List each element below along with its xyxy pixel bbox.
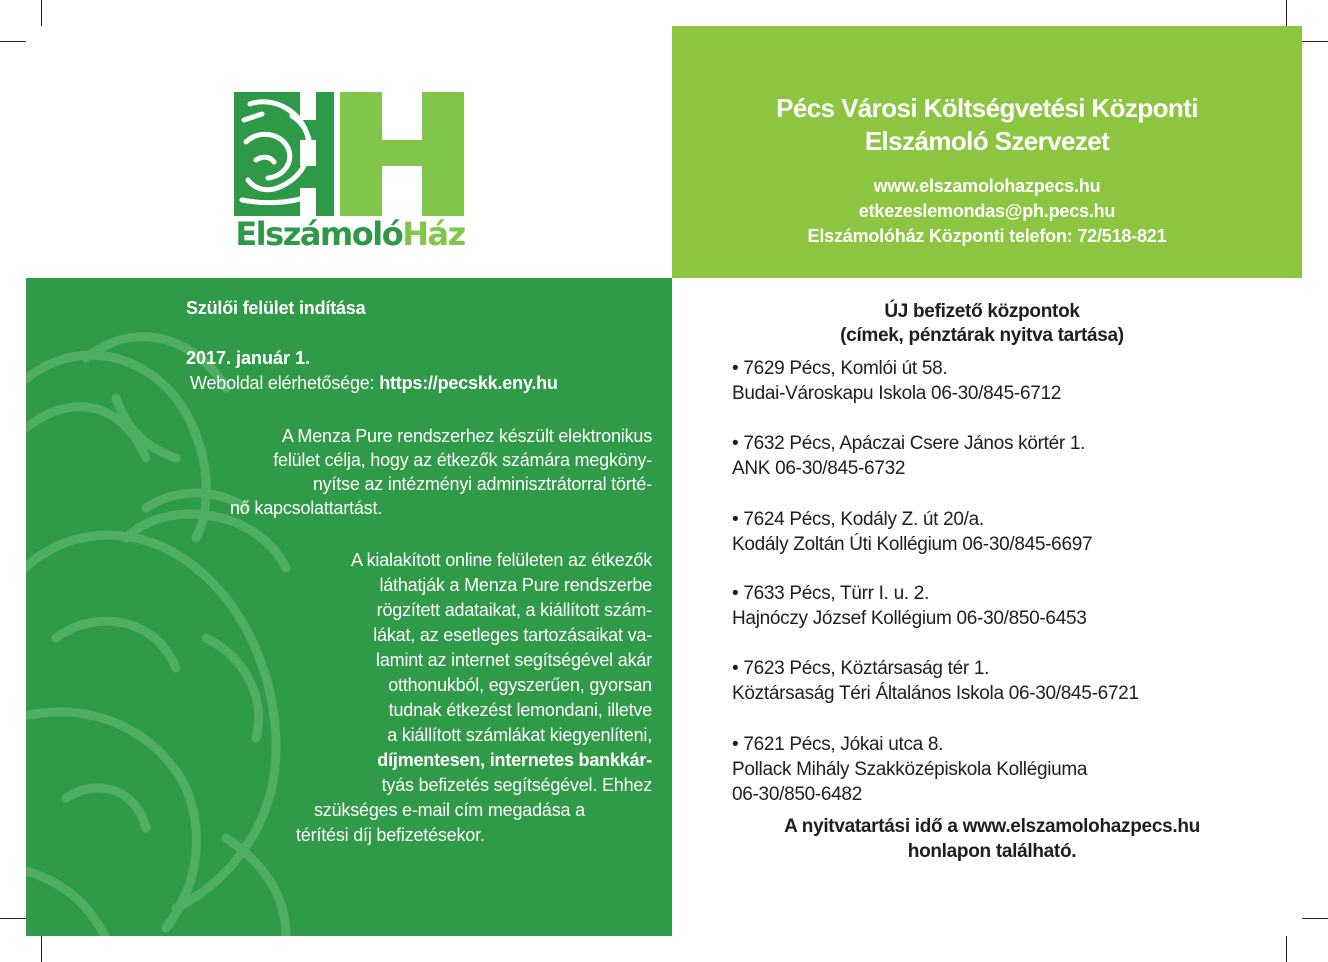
opening-hours-note: A nyitvatartási idő a www.elszamolohazpecs.hu — [784, 816, 1200, 837]
crop-mark — [0, 41, 26, 42]
portal-heading: Szülői felület indítása — [186, 298, 366, 318]
center-address: • 7624 Pécs, Kodály Z. út 20/a. — [732, 509, 984, 530]
launch-date: 2017. január 1. — [186, 348, 311, 368]
paragraph-line: A kialakított online felületen az étkezők — [351, 550, 652, 570]
paragraph-line: szükséges e-mail cím megadása a — [314, 800, 585, 820]
paragraph-line: otthonukból, egyszerűen, gyorsan — [388, 675, 652, 695]
payment-centers-subheading: (címek, pénztárak nyitva tartása) — [840, 325, 1124, 346]
payment-center-item — [732, 732, 1087, 807]
paragraph-line: rögzített adataikat, a kiállított szám- — [376, 600, 652, 620]
crop-mark — [41, 936, 42, 962]
organization-header — [672, 26, 1302, 278]
center-address: • 7633 Pécs, Türr I. u. 2. — [732, 583, 930, 604]
crop-mark — [1286, 936, 1287, 962]
crop-mark — [1302, 918, 1328, 919]
website-link[interactable]: www.elszamolohazpecs.hu — [873, 176, 1101, 196]
web-label: Weboldal elérhetősége: — [190, 373, 375, 393]
paragraph-line: térítési díj befizetésekor. — [296, 825, 485, 845]
paragraph-line: tudnak étkezést lemondani, illetve — [388, 700, 652, 720]
paragraph-line: tyás befizetés segítségével. Ehhez — [381, 775, 652, 795]
payment-center-item — [732, 656, 1139, 706]
center-address: • 7632 Pécs, Apáczai Csere János körtér 1. — [732, 433, 1086, 454]
org-title-line: Pécs Városi Költségvetési Központi — [776, 93, 1198, 123]
eh-logo-mark-icon — [232, 92, 468, 216]
portal-url-link[interactable]: https://pecskk.eny.hu — [379, 373, 558, 393]
parent-portal-section — [26, 278, 672, 936]
paragraph-line: nő kapcsolattartást. — [230, 498, 383, 518]
center-name-phone: Kodály Zoltán Úti Kollégium 06-30/845-6697 — [732, 534, 1093, 555]
elszamolohaz-logo — [232, 92, 468, 252]
logo-word-haz: Ház — [402, 215, 465, 253]
opening-hours-note: honlapon található. — [907, 841, 1077, 862]
paragraph-line: nyítse az intézményi adminisztrátorral törté- — [312, 474, 652, 494]
paragraph-line: felület célja, hogy az étkezők számára megköny- — [273, 450, 652, 470]
contact-info — [672, 174, 1302, 249]
crop-mark — [0, 918, 26, 919]
organization-title — [672, 92, 1302, 158]
logo-wordmark — [232, 216, 468, 252]
paragraph-line: láthatják a Menza Pure rendszerbe — [379, 575, 652, 595]
paragraph-line: A Menza Pure rendszerhez készült elektronikus — [281, 426, 652, 446]
payment-center-item — [732, 356, 1061, 406]
payment-center-item — [732, 431, 1085, 481]
phone-number: Elszámolóház Központi telefon: 72/518-821 — [807, 226, 1167, 246]
email-link[interactable]: etkezeslemondas@ph.pecs.hu — [858, 201, 1116, 221]
center-address: • 7623 Pécs, Köztársaság tér 1. — [732, 658, 990, 679]
center-address: • 7629 Pécs, Komlói út 58. — [732, 358, 948, 379]
payment-centers-heading: ÚJ befizető központok — [884, 301, 1080, 322]
payment-center-item — [732, 507, 1092, 557]
center-name-phone: Budai-Városkapu Iskola 06-30/845-6712 — [732, 383, 1062, 404]
logo-word-elszamolo: Elszámoló — [235, 215, 403, 253]
paragraph-line: lamint az internet segítségével akár — [376, 650, 652, 670]
payment-center-item — [732, 581, 1087, 631]
center-name-phone: Pollack Mihály Szakközépiskola Kollégiuma — [732, 759, 1088, 780]
paragraph-line: díjmentesen, internetes bankkár- — [377, 750, 652, 770]
portal-web-address — [190, 373, 558, 394]
center-name-phone: Köztársaság Téri Általános Iskola 06-30/845-6721 — [732, 683, 1139, 704]
crop-mark — [41, 0, 42, 26]
paragraph-line: lákat, az esetleges tartozásaikat va- — [373, 625, 652, 645]
paragraph-line: a kiállított számlákat kiegyenlíteni, — [387, 725, 652, 745]
crop-mark — [1286, 0, 1287, 26]
center-address: • 7621 Pécs, Jókai utca 8. — [732, 734, 944, 755]
center-name-phone: Hajnóczy József Kollégium 06-30/850-6453 — [732, 608, 1087, 629]
org-title-line: Elszámoló Szervezet — [864, 126, 1110, 156]
crop-mark — [1302, 41, 1328, 42]
center-phone: 06-30/850-6482 — [732, 784, 862, 805]
center-name-phone: ANK 06-30/845-6732 — [732, 458, 906, 479]
